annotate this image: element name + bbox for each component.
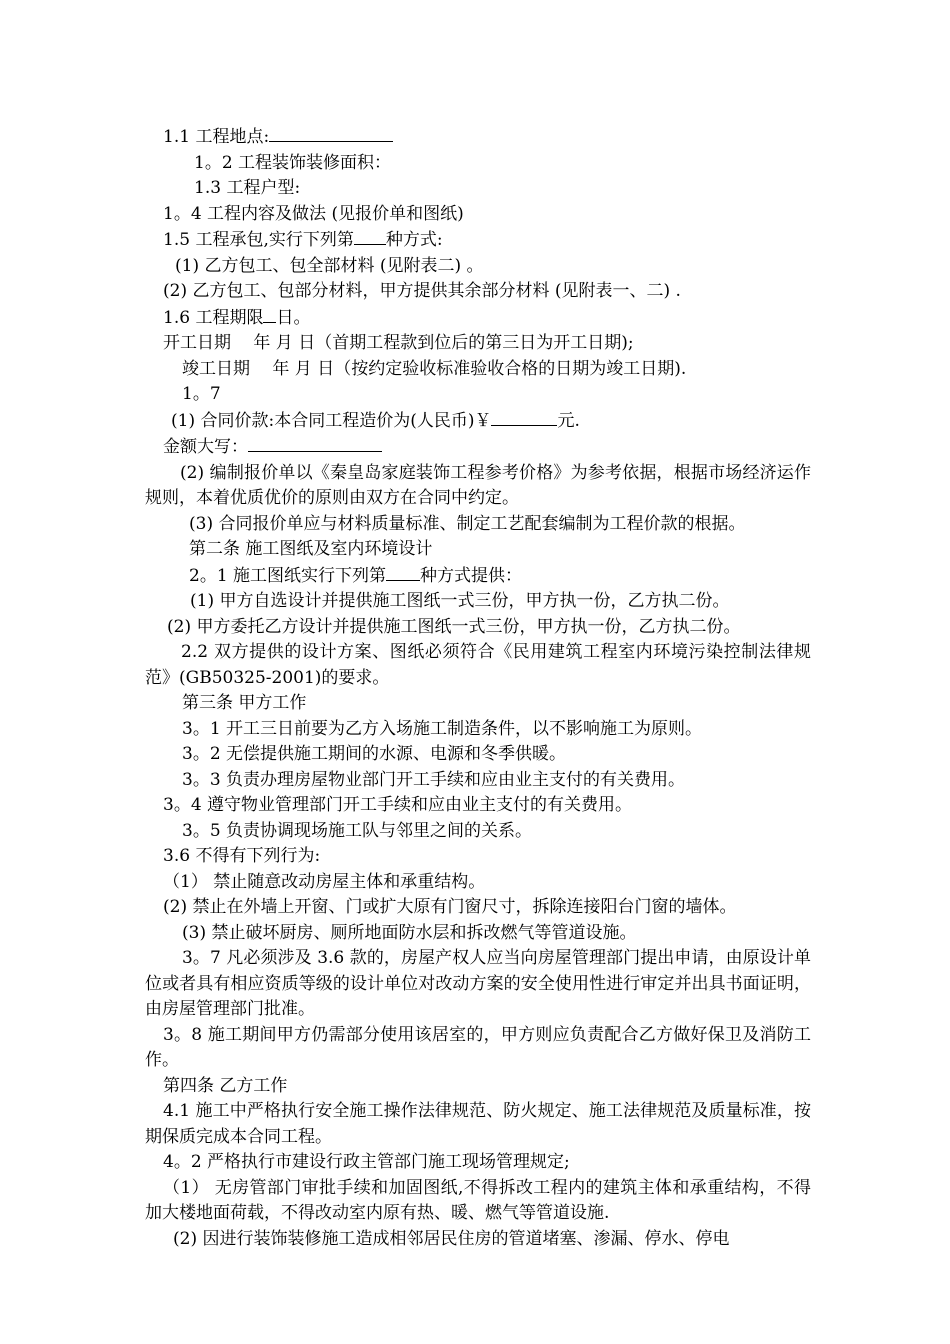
para-4-1: 4.1 施工中严格执行安全施工操作法律规范、防火规定、施工法律规范及质量标准，按期保质完成本合同工程。: [145, 1101, 811, 1147]
line-amount-words: 金额大写：: [145, 434, 811, 461]
line-4-2-2: (2) 因进行装饰装修施工造成相邻居民住房的管道堵塞、渗漏、停水、停电: [173, 1228, 730, 1249]
heading-article-4: 第四条 乙方工作: [163, 1075, 288, 1096]
blank-underline: [386, 563, 420, 581]
line-1-7: 1。7: [182, 384, 221, 404]
line-3-3: 3。3 负责办理房屋物业部门开工手续和应由业主支付的有关费用。: [182, 769, 686, 790]
line-1-5-1: (1) 乙方包工、包全部材料 (见附表二) 。: [175, 255, 484, 276]
line-3-6-1: （1） 禁止随意改动房屋主体和承重结构。: [163, 871, 486, 892]
line-3-4: 3。4 遵守物业管理部门开工手续和应由业主支付的有关费用。: [163, 795, 633, 815]
line-2-1: 2。1 施工图纸实行下列第 种方式提供：: [145, 563, 811, 590]
para-3-7: 3。7 凡必须涉及 3.6 款的，房屋产权人应当向房屋管理部门提出申请，由原设计单位或者具有相应资质等级的设计单位对改动方案的安全使用性进行审定并出具书面证明，由房屋管理部门批准。: [145, 948, 811, 1019]
line-1-5: 1.5 工程承包,实行下列第 种方式:: [145, 227, 811, 254]
line-3-2: 3。2 无偿提供施工期间的水源、电源和冬季供暖。: [182, 744, 567, 764]
line-contract-price: (1) 合同价款:本合同工程造价为(人民币)￥ 元.: [145, 408, 811, 435]
heading-article-2: 第二条 施工图纸及室内环境设计: [189, 539, 433, 559]
line-price-standard: (3) 合同报价单应与材料质量标准、制定工艺配套编制为工程价款的根据。: [189, 513, 746, 534]
blank-underline: [354, 227, 386, 245]
blank-underline: [248, 434, 382, 452]
line-3-5: 3。5 负责协调现场施工队与邻里之间的关系。: [182, 820, 533, 841]
line-end-date: 竣工日期 年 月 日（按约定验收标准验收合格的日期为竣工日期).: [182, 358, 687, 379]
line-4-2: 4。2 严格执行市建设行政主管部门施工现场管理规定;: [163, 1152, 570, 1172]
line-1-3: 1.3 工程户型:: [194, 178, 301, 198]
contract-page: [145, 124, 811, 1252]
line-1-4: 1。4 工程内容及做法 (见报价单和图纸): [163, 203, 464, 224]
line-1-5-2: (2) 乙方包工、包部分材料，甲方提供其余部分材料 (见附表一、二) .: [163, 281, 681, 301]
line-start-date: 开工日期 年 月 日（首期工程款到位后的第三日为开工日期);: [163, 333, 634, 353]
para-price-basis: (2) 编制报价单以《秦皇岛家庭装饰工程参考价格》为参考依据，根据市场经济运作规则，本着优质优价的原则由双方在合同中约定。: [145, 462, 811, 508]
blank-underline: [269, 124, 393, 142]
line-1-1: 1.1 工程地点:: [145, 124, 811, 151]
line-2-1-2: (2) 甲方委托乙方设计并提供施工图纸一式三份，甲方执一份，乙方执二份。: [167, 616, 741, 637]
line-2-1-1: (1) 甲方自选设计并提供施工图纸一式三份，甲方执一份，乙方执二份。: [190, 591, 730, 611]
line-1-2: 1。2 工程装饰装修面积：: [194, 152, 392, 173]
line-3-1: 3。1 开工三日前要为乙方入场施工制造条件，以不影响施工为原则。: [182, 718, 703, 739]
line-3-6-2: (2) 禁止在外墙上开窗、门或扩大原有门窗尺寸，拆除连接阳台门窗的墙体。: [163, 897, 737, 917]
para-3-8: 3。8 施工期间甲方仍需部分使用该居室的，甲方则应负责配合乙方做好保卫及消防工作。: [145, 1024, 811, 1070]
line-3-6-3: (3) 禁止破坏厨房、厕所地面防水层和拆改燃气等管道设施。: [182, 922, 637, 943]
para-2-2: 2.2 双方提供的设计方案、图纸必须符合《民用建筑工程室内环境污染控制法律规范》(GB50325-2001)的要求。: [145, 642, 811, 688]
blank-underline: [263, 305, 276, 323]
heading-article-3: 第三条 甲方工作: [182, 693, 307, 713]
line-3-6: 3.6 不得有下列行为:: [163, 846, 321, 866]
blank-underline: [491, 408, 557, 426]
line-1-6: 1.6 工程期限 日。: [145, 305, 811, 332]
para-4-2-1: （1） 无房管部门审批手续和加固图纸,不得拆改工程内的建筑主体和承重结构，不得加大楼地面荷载，不得改动室内原有热、暖、燃气等管道设施.: [145, 1177, 811, 1223]
